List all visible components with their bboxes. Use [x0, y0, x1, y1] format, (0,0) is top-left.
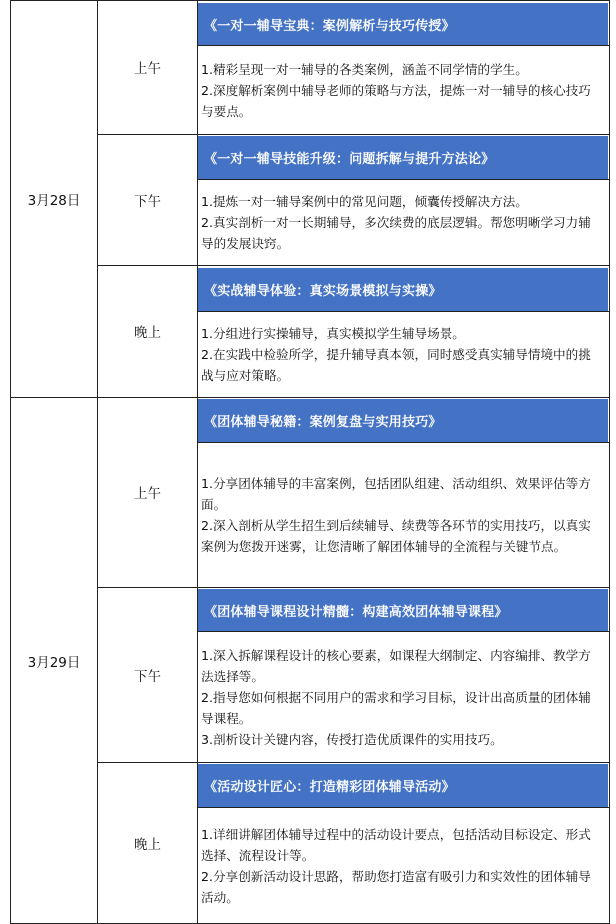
session-title: 《团体辅导课程设计精髓：构建高效团体辅导课程》	[198, 589, 608, 631]
session-title: 《一对一辅导宝典：案例解析与技巧传授》	[198, 3, 608, 45]
date-cell: 3月29日	[27, 654, 81, 671]
table-border	[97, 134, 610, 135]
session-title: 《一对一辅导技能升级：问题拆解与提升方法论》	[198, 136, 608, 179]
table-border	[197, 631, 610, 632]
table-border	[197, 0, 198, 924]
date-cell: 3月28日	[27, 192, 81, 209]
session-content	[198, 632, 608, 762]
table-border	[197, 442, 610, 443]
table-border	[197, 179, 610, 180]
content-item: 1.深入拆解课程设计的核心要素，如课程大纲制定、内容编排、教学方法选择等。	[201, 647, 591, 684]
table-border	[197, 807, 610, 808]
session-content	[198, 46, 608, 134]
session-content	[198, 808, 608, 924]
content-item: 2.在实践中检验所学，提升辅导真本领，同时感受真实辅导情境中的挑战与应对策略。	[201, 347, 591, 383]
table-border	[97, 762, 610, 763]
table-border	[10, 397, 610, 398]
content-item: 3.剖析设计关键内容，传授打造优质课件的实用技巧。	[201, 731, 503, 747]
period-cell: 上午	[134, 486, 161, 502]
session-content	[198, 443, 608, 587]
table-border	[197, 45, 610, 46]
content-item: 1.精彩呈现一对一辅导的各类案例，涵盖不同学情的学生。	[201, 61, 528, 77]
session-content	[198, 180, 608, 265]
content-item: 2.分享创新活动设计思路，帮助您打造富有吸引力和实效性的团体辅导活动。	[201, 869, 591, 905]
table-border	[97, 0, 98, 924]
table-border	[97, 265, 610, 266]
table-border	[10, 0, 11, 924]
session-content	[198, 312, 608, 397]
table-border	[197, 311, 610, 312]
period-cell: 下午	[134, 193, 161, 210]
period-cell: 晚上	[134, 325, 161, 341]
table-border	[97, 587, 610, 588]
content-item: 1.详细讲解团体辅导过程中的活动设计要点，包括活动目标设定、形式选择、流程设计等。	[201, 827, 591, 863]
content-item: 2.指导您如何根据不同用户的需求和学习目标，设计出高质量的团体辅导课程。	[201, 689, 591, 726]
period-cell: 晚上	[134, 837, 161, 853]
period-cell: 上午	[134, 61, 161, 77]
session-title: 《团体辅导秘籍：案例复盘与实用技巧》	[198, 399, 608, 442]
content-item: 2.深度解析案例中辅导老师的策略与方法，提炼一对一辅导的核心技巧与要点。	[201, 82, 591, 119]
content-item: 1.分享团体辅导的丰富案例，包括团队组建、活动组织、效果评估等方面。	[201, 476, 591, 512]
content-item: 1.提炼一对一辅导案例中的常见问题，倾囊传授解决方法。	[201, 194, 528, 209]
session-title: 《实战辅导体验：真实场景模拟与实操》	[198, 268, 608, 311]
session-title: 《活动设计匠心：打造精彩团体辅导活动》	[198, 764, 608, 807]
content-item: 1.分组进行实操辅导，真实模拟学生辅导场景。	[201, 326, 465, 341]
content-item: 2.深入剖析从学生招生到后续辅导、续费等各环节的实用技巧，以真实案例为您拨开迷雾，让您清晰了解团体辅导的全流程与关键节点。	[201, 518, 591, 554]
period-cell: 下午	[134, 668, 161, 685]
table-border	[609, 0, 610, 924]
content-item: 2.真实剖析一对一长期辅导，多次续费的底层逻辑。帮您明晰学习力辅导的发展诀窍。	[201, 215, 591, 251]
table-border	[10, 0, 610, 1]
